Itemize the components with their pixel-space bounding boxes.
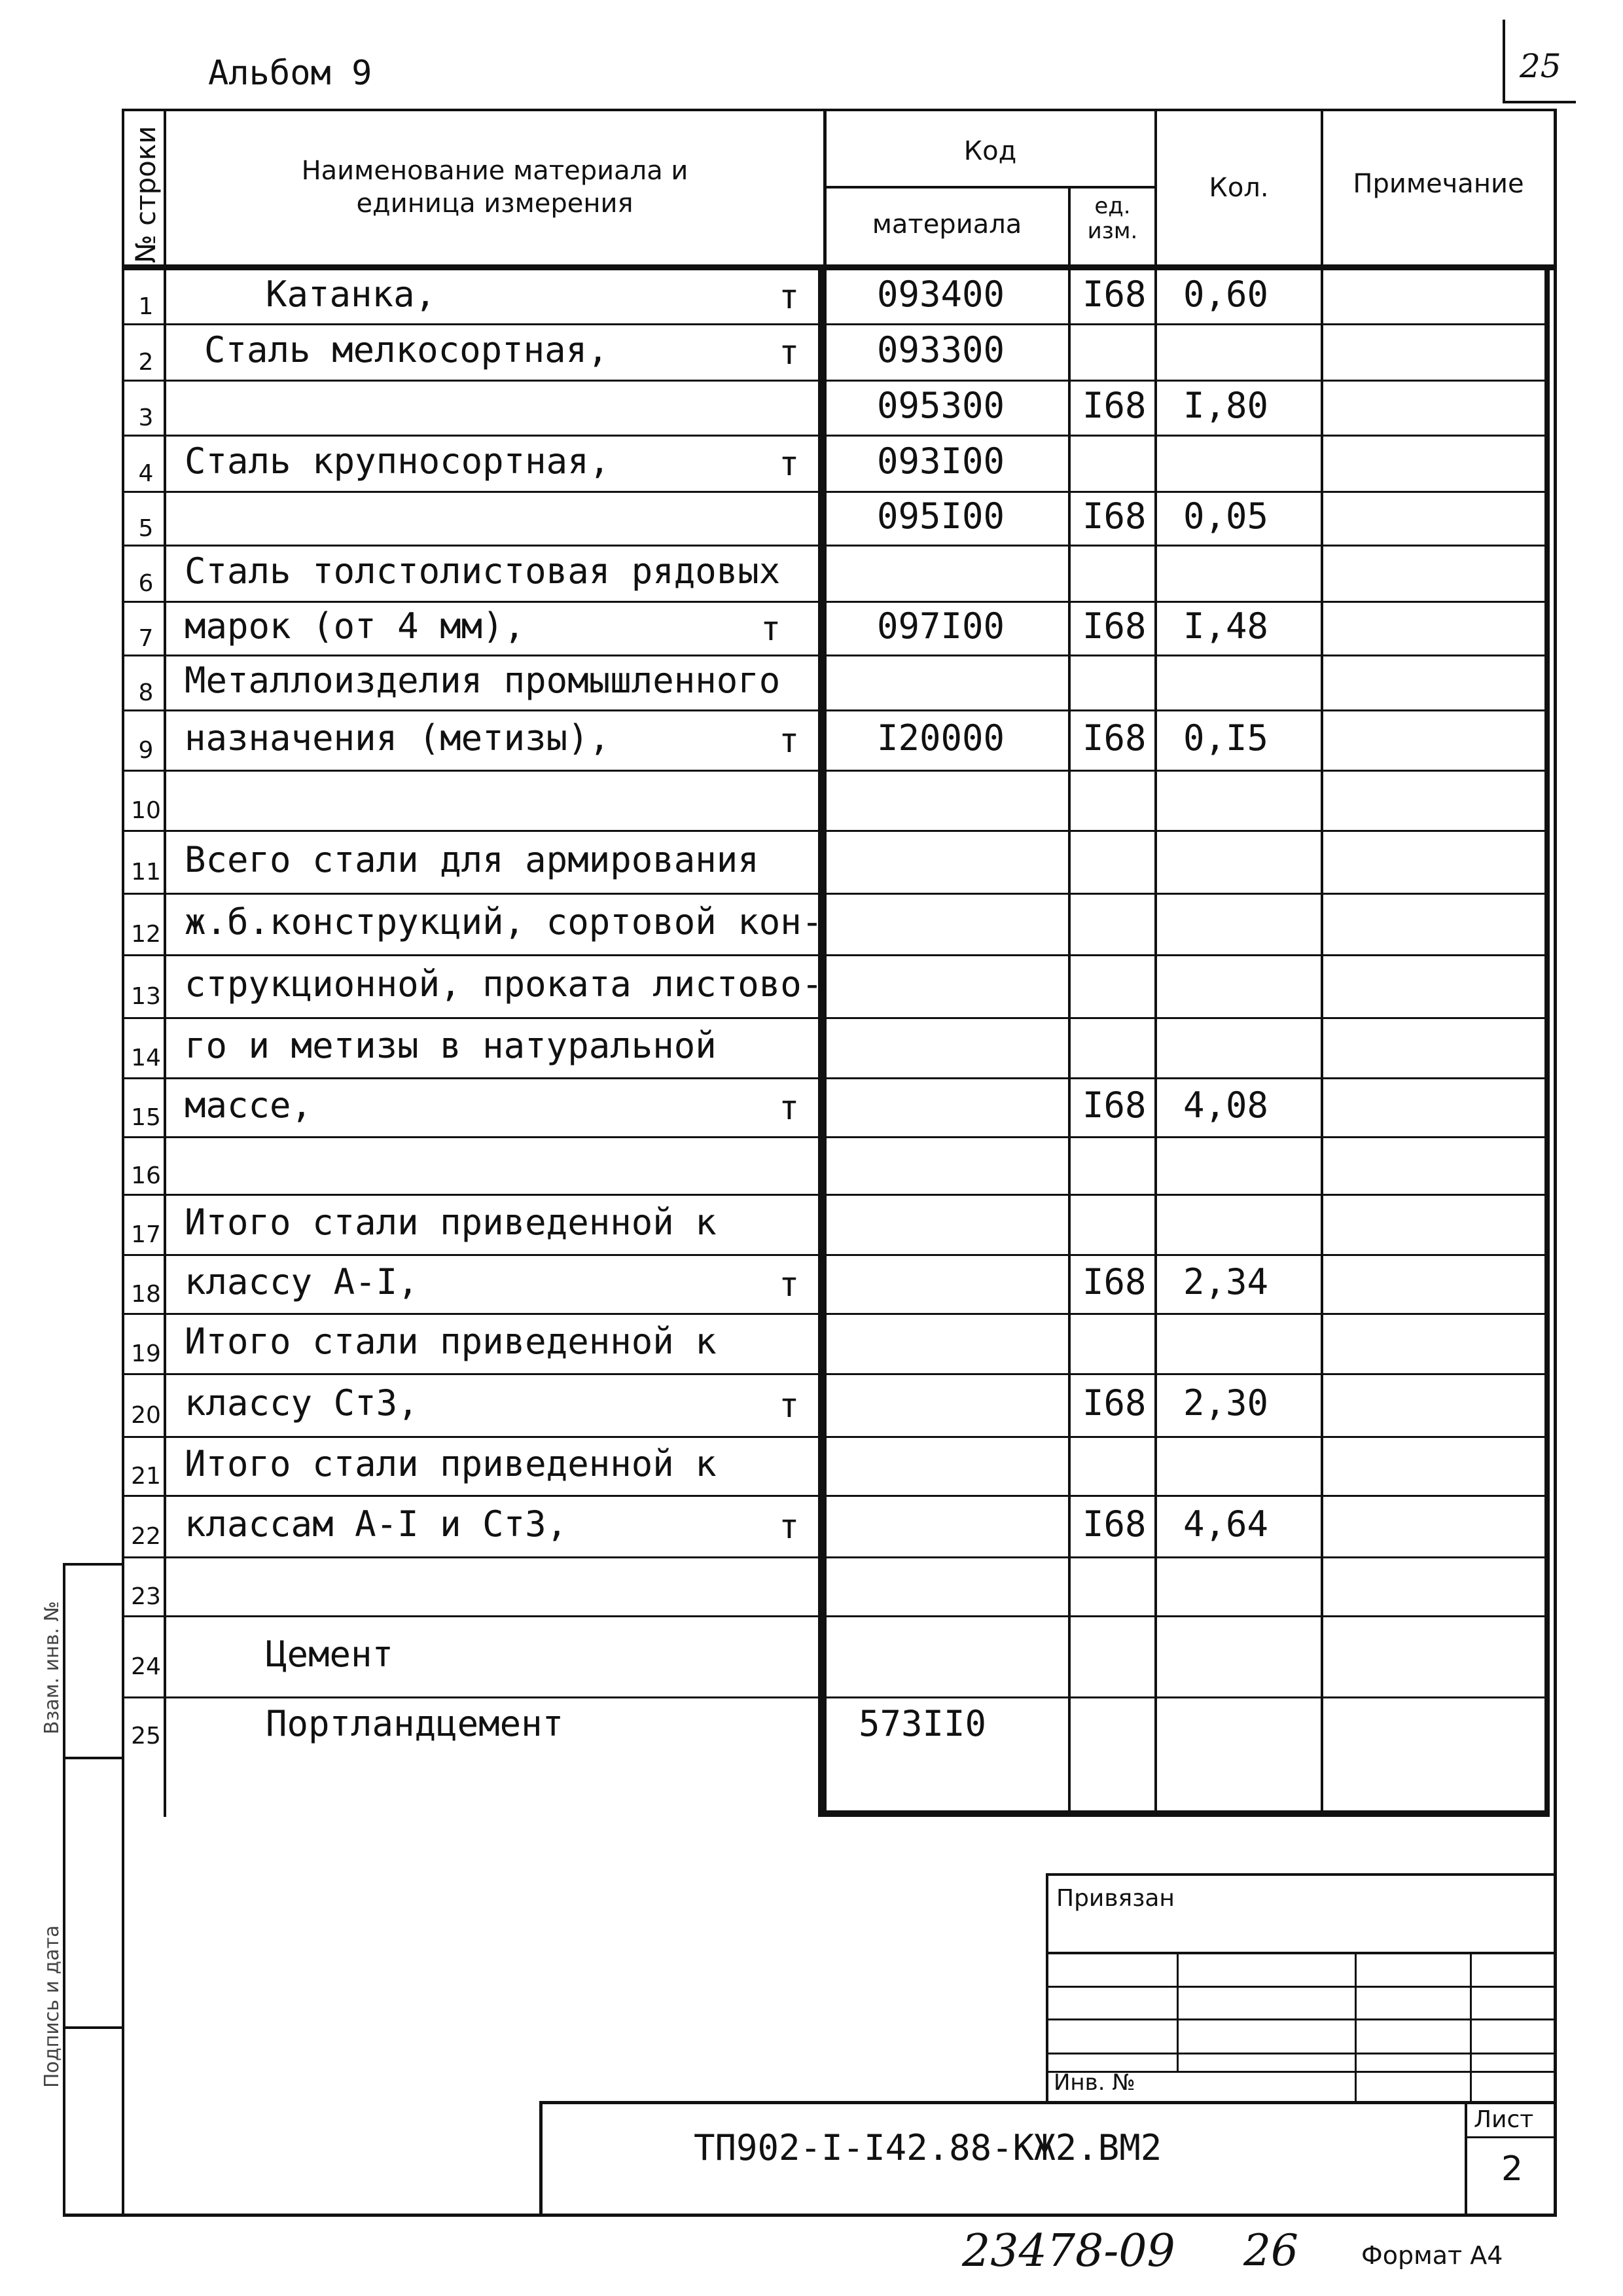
row-number: 11 bbox=[131, 859, 161, 886]
unit-suffix: т bbox=[779, 721, 800, 761]
material-name: Катанка, bbox=[266, 274, 437, 315]
unit-header: ед. изм. bbox=[1087, 193, 1138, 244]
unit-suffix: т bbox=[779, 1088, 800, 1128]
row-number: 13 bbox=[131, 983, 161, 1010]
material-name: Сталь крупносортная, bbox=[185, 440, 611, 482]
row-number: 20 bbox=[131, 1402, 161, 1429]
bound-label: Привязан bbox=[1056, 1885, 1175, 1912]
row-number: 23 bbox=[131, 1583, 161, 1610]
name-header: Наименование материала и единица измерения bbox=[301, 156, 688, 219]
unit-code: I68 bbox=[1082, 1503, 1147, 1545]
quantity: 2,30 bbox=[1183, 1382, 1269, 1424]
material-name: Портландцемент bbox=[266, 1703, 564, 1744]
material-name: классам А-I и Ст3, bbox=[185, 1503, 568, 1545]
material-code: 097I00 bbox=[877, 605, 1005, 647]
sheet-label: Лист bbox=[1474, 2106, 1534, 2133]
note-header: Примечание bbox=[1353, 169, 1524, 199]
row-number: 8 bbox=[138, 679, 154, 706]
unit-suffix: т bbox=[779, 333, 800, 372]
row-number: 21 bbox=[131, 1463, 161, 1490]
document-code: ТП902-I-I42.88-КЖ2.ВМ2 bbox=[694, 2127, 1162, 2168]
material-name: Металлоизделия промышленного bbox=[185, 660, 781, 701]
quantity: I,48 bbox=[1183, 605, 1269, 647]
material-name: го и метизы в натуральной bbox=[185, 1025, 717, 1066]
material-name: Итого стали приведенной к bbox=[185, 1321, 717, 1362]
row-number: 18 bbox=[131, 1281, 161, 1308]
quantity: I,80 bbox=[1183, 385, 1269, 426]
unit-code: I68 bbox=[1082, 1382, 1147, 1424]
row-number: 25 bbox=[131, 1723, 161, 1749]
row-number-header: № строки bbox=[130, 126, 162, 263]
material-name: Всего стали для армирования bbox=[185, 839, 759, 880]
quantity: 0,I5 bbox=[1183, 717, 1269, 759]
bottom-reference: 23478-09 bbox=[962, 2225, 1175, 2277]
unit-suffix: т bbox=[779, 1265, 800, 1304]
bottom-page-number: 26 bbox=[1243, 2225, 1298, 2276]
row-number: 9 bbox=[138, 737, 154, 764]
material-name: ж.б.конструкций, сортовой кон- bbox=[185, 901, 823, 942]
unit-code: I68 bbox=[1082, 1261, 1147, 1302]
row-number: 12 bbox=[131, 921, 161, 948]
row-number: 7 bbox=[138, 625, 154, 652]
material-name: назначения (метизы), bbox=[185, 717, 611, 759]
unit-suffix: т bbox=[779, 1386, 800, 1426]
material-code: 573II0 bbox=[859, 1703, 987, 1744]
paper-format: Формат А4 bbox=[1361, 2241, 1503, 2270]
unit-suffix: т bbox=[779, 1507, 800, 1547]
row-number: 2 bbox=[138, 349, 154, 376]
row-number: 10 bbox=[131, 797, 161, 824]
signature-date-label: Подпись и дата bbox=[41, 1925, 63, 2088]
material-name: Итого стали приведенной к bbox=[185, 1202, 717, 1243]
quantity: 2,34 bbox=[1183, 1261, 1269, 1302]
row-number: 16 bbox=[131, 1162, 161, 1189]
material-code: 093I00 bbox=[877, 440, 1005, 482]
unit-suffix: т bbox=[779, 444, 800, 484]
row-number: 14 bbox=[131, 1045, 161, 1071]
material-code: 093300 bbox=[877, 329, 1005, 370]
row-number: 4 bbox=[138, 460, 154, 487]
quantity: 0,05 bbox=[1183, 495, 1269, 537]
row-number: 17 bbox=[131, 1221, 161, 1248]
quantity: 0,60 bbox=[1183, 274, 1269, 315]
material-code: I20000 bbox=[877, 717, 1005, 759]
page-number: 25 bbox=[1520, 47, 1561, 85]
material-name: Итого стали приведенной к bbox=[185, 1443, 717, 1484]
row-number: 3 bbox=[138, 404, 154, 431]
material-name: классу А-I, bbox=[185, 1261, 419, 1302]
unit-suffix: т bbox=[779, 278, 800, 317]
replaced-inv-label: Взам. инв. № bbox=[41, 1601, 63, 1734]
unit-code: I68 bbox=[1082, 717, 1147, 759]
material-name: массе, bbox=[185, 1085, 313, 1126]
material-name: струкционной, проката листово- bbox=[185, 963, 823, 1005]
material-code: 095300 bbox=[877, 385, 1005, 426]
material-name: Сталь мелкосортная, bbox=[204, 329, 609, 370]
row-number: 24 bbox=[131, 1653, 161, 1680]
quantity: 4,64 bbox=[1183, 1503, 1269, 1545]
unit-suffix: т bbox=[760, 609, 781, 649]
code-header: Код bbox=[963, 136, 1017, 166]
sheet-number: 2 bbox=[1501, 2149, 1524, 2189]
unit-code: I68 bbox=[1082, 385, 1147, 426]
row-number: 1 bbox=[138, 293, 154, 320]
unit-code: I68 bbox=[1082, 495, 1147, 537]
material-name: Сталь толстолистовая рядовых bbox=[185, 550, 781, 592]
album-title: Альбом 9 bbox=[208, 54, 372, 93]
unit-code: I68 bbox=[1082, 1085, 1147, 1126]
material-code-header: материала bbox=[872, 209, 1022, 240]
material-name: Цемент bbox=[266, 1634, 394, 1675]
unit-code: I68 bbox=[1082, 274, 1147, 315]
inv-number-label: Инв. № bbox=[1054, 2070, 1135, 2096]
row-number: 22 bbox=[131, 1523, 161, 1550]
material-name: классу Ст3, bbox=[185, 1382, 419, 1424]
material-name: марок (от 4 мм), bbox=[185, 605, 526, 647]
row-number: 5 bbox=[138, 515, 154, 542]
row-number: 15 bbox=[131, 1104, 161, 1131]
quantity: 4,08 bbox=[1183, 1085, 1269, 1126]
qty-header: Кол. bbox=[1209, 173, 1269, 203]
row-number: 19 bbox=[131, 1340, 161, 1367]
material-code: 095I00 bbox=[877, 495, 1005, 537]
unit-code: I68 bbox=[1082, 605, 1147, 647]
material-code: 093400 bbox=[877, 274, 1005, 315]
row-number: 6 bbox=[138, 570, 154, 597]
